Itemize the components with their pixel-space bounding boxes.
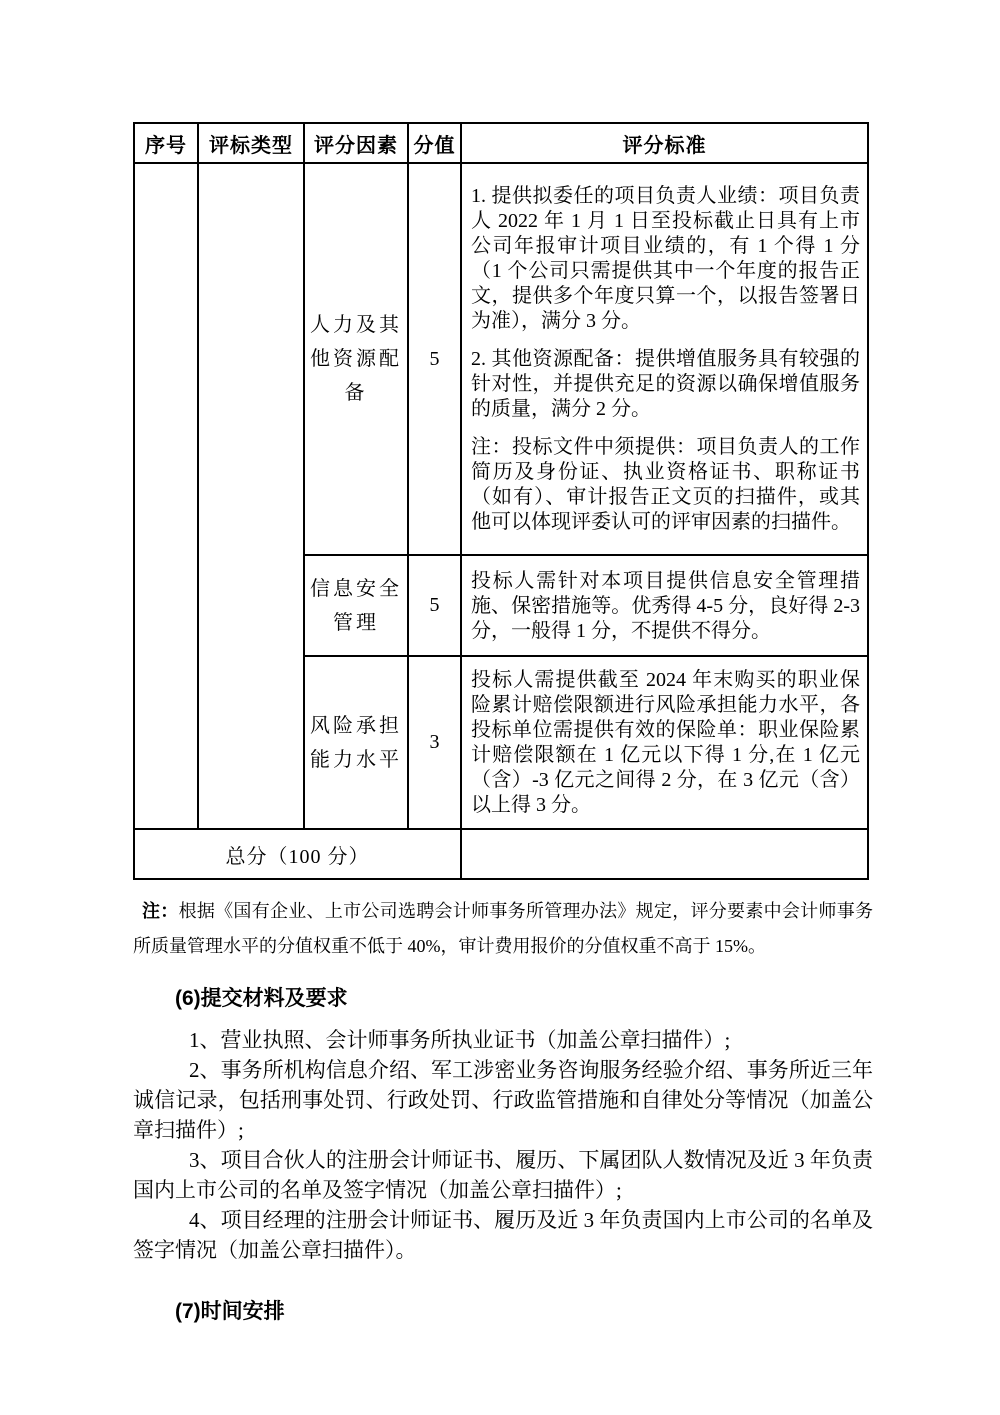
material-item-4: 4、项目经理的注册会计师证书、履历及近 3 年负责国内上市公司的名单及签字情况（加盖公章扫描件）。 (133, 1208, 873, 1262)
seq-cell-empty (134, 163, 198, 829)
factor-cell: 信息安全管理 (304, 555, 408, 656)
criteria-paragraph: 投标人需提供截至 2024 年末购买的职业保险累计赔偿限额进行风险承担能力水平，各投标单位需提供有效的保险单：职业保险累计赔偿限额在 1 亿元以下得 1 分,在 1 亿元（含）-3 亿元之间得 2 分，在 3 亿元（含）以上得 3 分。 (471, 669, 860, 816)
header-score-criteria: 评分标准 (461, 123, 868, 163)
factor-cell: 人力及其他资源配备 (304, 163, 408, 555)
bid-type-cell-empty (198, 163, 304, 829)
header-bid-type: 评标类型 (198, 123, 304, 163)
material-item-3: 3、项目合伙人的注册会计师证书、履历、下属团队人数情况及近 3 年负责国内上市公司的名单及签字情况（加盖公章扫描件）; (133, 1148, 873, 1202)
score-cell: 5 (408, 163, 461, 555)
criteria-cell (461, 555, 868, 656)
criteria-paragraph: 1. 提供拟委任的项目负责人业绩：项目负责人 2022 年 1 月 1 日至投标截止日具有上市公司年报审计项目业绩的，有 1 个得 1 分（1 个公司只需提供其中一个年度的报告正文，提供多个年度只算一个，以报告签署日为准），满分 3 分。 (471, 185, 860, 332)
total-criteria-cell-empty (461, 829, 868, 879)
criteria-cell (461, 163, 868, 555)
score-cell: 3 (408, 656, 461, 829)
factor-cell: 风险承担能力水平 (304, 656, 408, 829)
material-item-1: 1、营业执照、会计师事务所执业证书（加盖公章扫描件）; (189, 1028, 731, 1052)
evaluation-criteria-table (133, 122, 869, 880)
table-row (134, 163, 868, 555)
header-score-value: 分值 (408, 123, 461, 163)
criteria-paragraph: 注：投标文件中须提供：项目负责人的工作简历及身份证、执业资格证书、职称证书（如有）、审计报告正文页的扫描件，或其他可以体现评委认可的评审因素的扫描件。 (471, 436, 860, 533)
section-7-heading: (7)时间安排 (175, 1300, 285, 1323)
criteria-paragraph: 2. 其他资源配备：提供增值服务具有较强的针对性，并提供充足的资源以确保增值服务的质量，满分 2 分。 (471, 348, 860, 420)
note-prefix: 注： (142, 901, 179, 921)
note-text: 根据《国有企业、上市公司选聘会计师事务所管理办法》规定，评分要素中会计师事务所质量管理水平的分值权重不低于 40%，审计费用报价的分值权重不高于 15%。 (133, 901, 874, 956)
total-row (134, 829, 868, 879)
header-score-factor: 评分因素 (304, 123, 408, 163)
table-header-row (134, 123, 868, 163)
score-cell: 5 (408, 555, 461, 656)
section-6-heading: (6)提交材料及要求 (175, 987, 348, 1010)
header-seq: 序号 (134, 123, 198, 163)
note-paragraph (133, 894, 873, 964)
material-item-2: 2、事务所机构信息介绍、军工涉密业务咨询服务经验介绍、事务所近三年诚信记录，包括刑事处罚、行政处罚、行政监管措施和自律处分等情况（加盖公章扫描件）; (133, 1058, 873, 1142)
criteria-cell (461, 656, 868, 829)
criteria-paragraph: 投标人需针对本项目提供信息安全管理措施、保密措施等。优秀得 4-5 分，良好得 2-3 分，一般得 1 分，不提供不得分。 (471, 569, 860, 642)
total-label-cell: 总分（100 分） (134, 829, 461, 879)
